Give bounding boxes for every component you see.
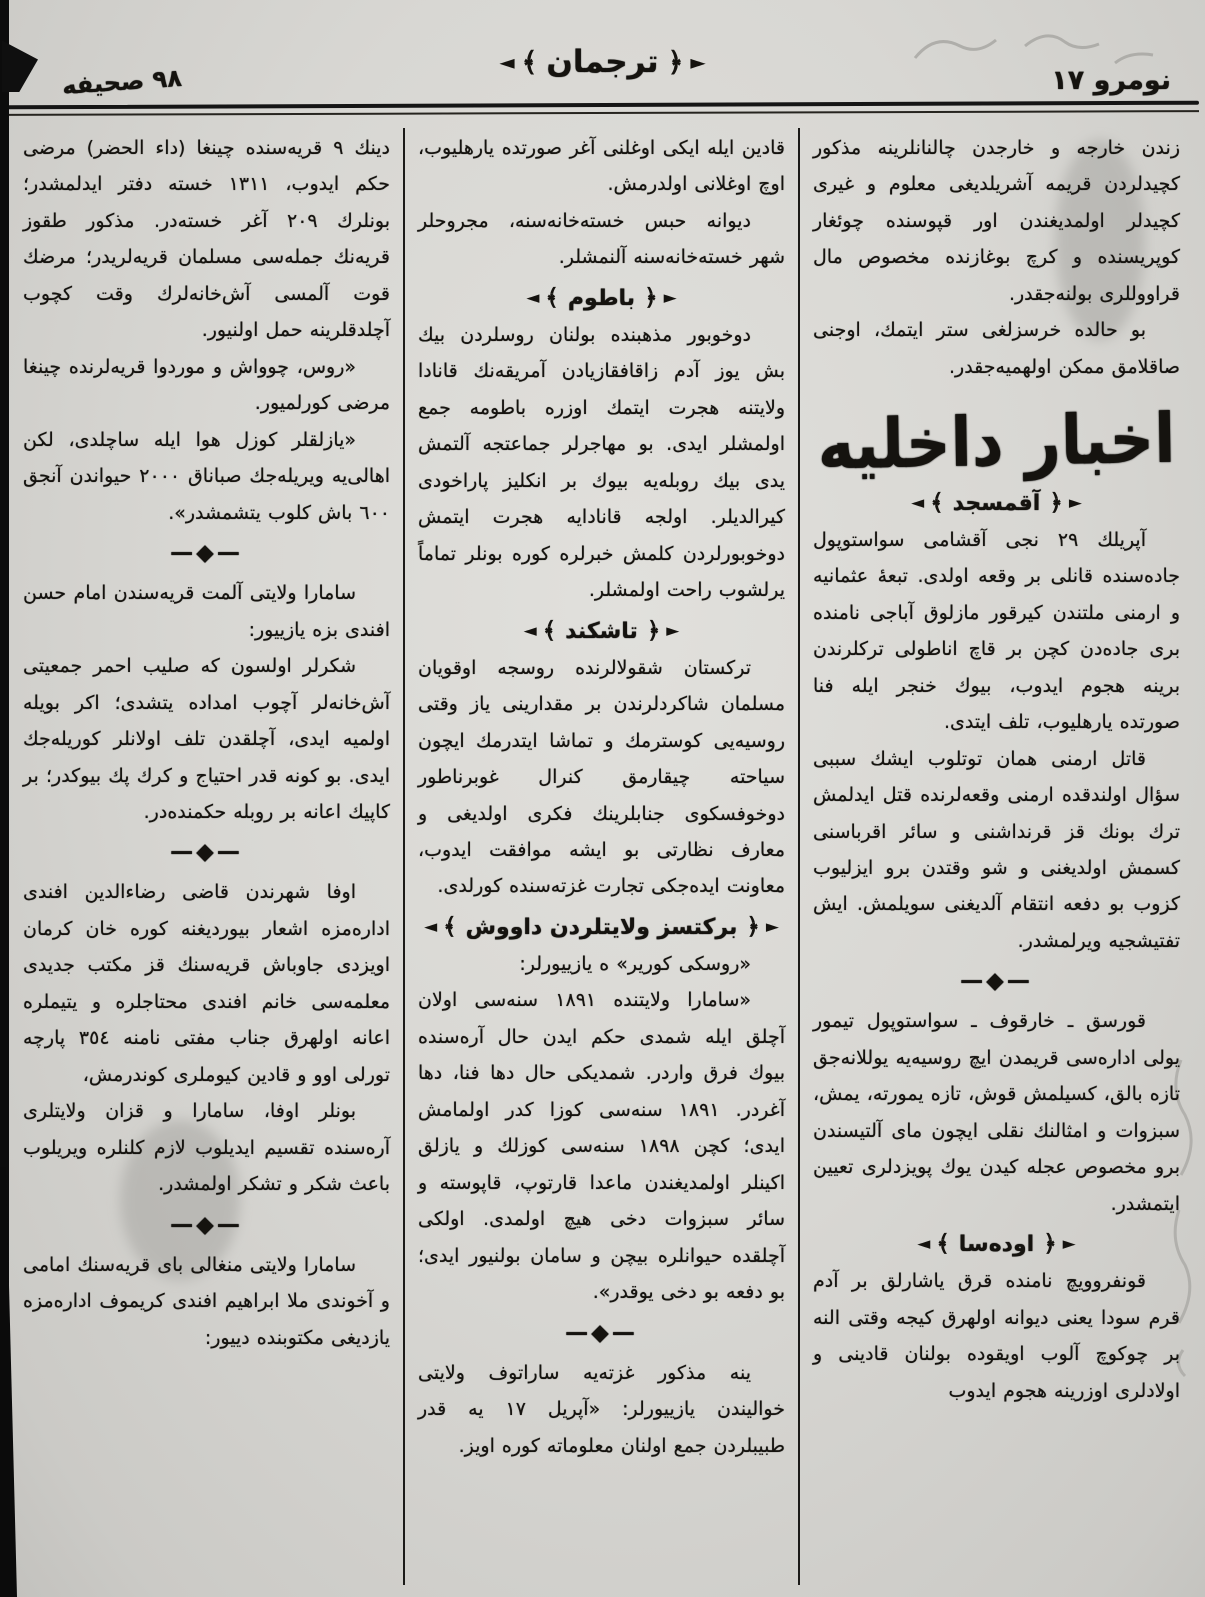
page-header [0,34,1205,101]
dateline-heading-title: باطوم [567,285,636,311]
article-paragraph: ينه مذكور غزته‌يه ساراتوف ولايتى خواليندن يازييورلر: «آپريل ١٧ يه قدر طبيبلردن جمع اولنان معلوماته كوره اويز. [418,1361,785,1457]
separator-ornament-icon: —◆— [170,839,243,866]
dateline-heading-title: تاشكند [565,618,638,644]
article-paragraph: ديوانه حبس خسته‌خانه‌سنه، مجروحلر شهر خسته‌خانه‌سنه آلنمشلر. [418,209,785,269]
separator-ornament-icon: —◆— [170,540,243,567]
article-paragraph: سامارا ولايتى آلمت قريه‌سندن امام حسن افندى بزه يازييور: [23,582,390,641]
heading-bracket-right-icon: ﴿ [1043,1231,1057,1258]
heading-arrow-left-icon: ◄ [526,287,540,308]
masthead-arrow-right-icon: ► [690,50,706,74]
article-paragraph: قورسق ـ خارقوف ـ سواستوپول تيمور يولى اداره‌سى قريمدن ايچ روسيه‌يه يوللانه‌جق تازه بالق، كسيلمش قوش، تازه يمورته، يمش، سبزوات و امثالنك نقلى ايچون ماى آلتيسندن برو مخصوص عجله كيدن يوك پويزدلرى تعيين ايتمشدر. [813,1010,1180,1215]
masthead-arrow-left-icon: ◄ [499,50,515,74]
article-paragraph: «سامارا ولايتنده ١٨٩١ سنه‌سى اولان آچلق ايله شمدى حكم ايدن حال آره‌سنده بيوك فرق واردر. شمديكى حال دها فنا، دها آغردر. ١٨٩١ سنه‌سى كوزا كدر اولمامش ايدى؛ كچن ١٨٩٨ سنه‌سى كوزلك و يازلق اكينلر اولمديغندن ماعدا قارتوپ، قاپوسته و سائر سبزوات دخى هيچ اولمدى. اولكى آچلقده حيوانلره بيچن و سامان بولنيور ايدى؛ بو دفعه بو دخى يوقدر». [418,989,785,1304]
major-section-heading: اخبار داخليه [816,398,1176,486]
article-paragraph: «يازلقلر كوزل هوا ايله ساچلدى، لكن اهالى‌يه ويريله‌جك صباناق ٢٠٠٠ حيواندن آنجق ٦٠٠ باش كلوب يتشمشدر». [23,428,390,524]
heading-bracket-left-icon: ﴾ [930,489,944,516]
masthead-title: ترجمان [546,44,659,80]
heading-bracket-right-icon: ﴿ [644,284,658,311]
page-number: ٩٨ صحيفه [61,63,183,101]
dateline-heading-title: بركتسز ولايتلردن داووش [465,914,738,940]
heading-bracket-right-icon: ﴿ [646,617,661,644]
heading-arrow-left-icon: ◄ [911,492,925,513]
article-paragraph: تركستان شقولالرنده روسجه اوقويان مسلمان شاكردلرندن بر مقدارينى ياز وقتى روسيه‌يى كوسترمك و تماشا ايتدرمك ايچون سياحته چيقارمق كنرال غوبرناطور دوخوفسكوى جنابلرينك فكرى اولديغى و معارف نظارتى بو ايشه موافقت ايدوب، معاونت ايده‌جكى تجارت غزته‌سنده كورلدى. [418,656,785,898]
separator-ornament-icon: —◆— [170,1211,243,1238]
heading-bracket-left-icon: ﴾ [542,617,557,644]
article-paragraph: سامارا ولايتى منغالى باى قريه‌سنك امامى و آخوندى ملا ابراهيم افندى كريموف اداره‌مزه يازديغى مكتوبنده دييور: [23,1253,390,1349]
heading-bracket-right-icon: ﴿ [746,913,760,940]
dateline-heading [418,286,785,311]
article-paragraph: بونلر اوفا، سامارا و قزان ولايتلرى آره‌سنده تقسيم ايديلوب لازم كلنلره ويريلوب باعث شكر و تشكر اولمشدر. [23,1100,390,1196]
heading-arrow-left-icon: ◄ [424,916,438,937]
article-paragraph: زندن خارجه و خارجدن چالنانلرينه مذكور كچيدلردن قريمه آشريلديغى معلوم و غيرى كچيدلر اولمديغندن اور قپوسنده چوئغار كوپريسنده و كرچ بوغازنده مخصوص مال قراووللرى بولنه‌جقدر. [813,137,1180,305]
article-paragraph: دينك ٩ قريه‌سنده چينغا (داء الحضر) مرضى حكم ايدوب، ١٣١١ خسته دفتر ايدلمشدر؛ بونلرك ٢٠٩ آغر خسته‌در. مذكور طقوز قريه‌نك جمله‌سى مسلمان قريه‌لريدر؛ مرضك قوت آلمسى آش‌خانه‌لرك وقت كچوب آچلدقلرينه حمل اولنيور. [23,137,390,342]
heading-arrow-right-icon: ► [663,287,677,308]
dateline-heading-title: اوده‌سا [958,1232,1035,1258]
article-paragraph: شكرلر اولسون كه صليب احمر جمعيتى آش‌خانه‌لر آچوب امداده يتشدى؛ اكر بويله اولميه ايدى، آچلقدن تلف اولانلر كوريله‌جك ايدى. بو كونه قدر احتياج و كرك پك بيوكدر؛ بر كاپيك اعانه بر روبله حكمنده‌در. [23,655,390,823]
heading-arrow-right-icon: ► [1062,1234,1076,1255]
columns-container [10,128,1193,1585]
column-right [800,128,1193,1585]
column-left [10,128,405,1585]
heading-arrow-right-icon: ► [765,916,779,937]
dateline-heading [418,915,785,940]
separator-ornament-icon: —◆— [960,968,1033,995]
article-paragraph: «روسكى كورير» ه يازييورلر: [519,952,751,975]
dateline-heading [813,491,1180,516]
dateline-heading-title: آقمسجد [952,490,1041,516]
issue-number: نومرو ١٧ [1051,65,1171,96]
article-paragraph: قونفروويچ نامنده قرق ياشارلق بر آدم قرم سودا يعنى ديوانه اولهرق كيجه وقتى النه بر چوكوچ آلوب اويقوده بولنان قادينى و اولادلرى اوزرينه هجوم ايدوب [813,1270,1180,1402]
article-paragraph: دوخوبور مذهبنده بولنان روسلردن بيك بش يوز آدم زاقافقازيادن آمريقه‌نك قانادا ولايتنه هجرت ايتمك اوزره باطومه جمع اولمشلر ايدى. بو مهاجرلر جماعتجه آلتمش يدى بيك روبله‌يه بيوك بر انكليز پاراخودى كيرالديلر. اولجه قانادايه هجرت ايتمش دوخوبورلردن كلمش خبرلره كوره بونلر تماماً يرلشوب راحت اولمشلر. [418,323,785,602]
heading-arrow-left-icon: ◄ [523,620,537,641]
article-paragraph: اوفا شهرندن قاضى رضاءالدين افندى اداره‌مزه اشعار بيورديغنه كوره خان كرمان اويزدى جاوباش قريه‌سنك قز مكتب جديدى معلمه‌سى خانم افندى محتاجلره و يتيملره اعانه اولهرق جناب مفتى نامنه ٣٥٤ پارچه تورلى اوو و قادين كيوملرى كوندرمش، [23,881,390,1086]
separator-ornament-icon: —◆— [565,1319,638,1346]
dateline-heading [813,1232,1180,1257]
column-middle [405,128,800,1585]
article-paragraph: قادين ايله ايكى اوغلنى آغر صورتده يارهليوب، اوچ اوغلانى اولدرمش. [418,137,785,196]
article-paragraph: «روس، چوواش و موردوا قريه‌لرنده چينغا مرضى كورلميور. [23,355,390,415]
article-paragraph: بو حالده خرسزلغى ستر ايتمك، اوجنى صاقلامق ممكن اولهميه‌جقدر. [813,319,1180,378]
heading-arrow-right-icon: ► [1068,492,1082,513]
heading-arrow-right-icon: ► [666,620,680,641]
masthead [499,44,706,80]
heading-bracket-left-icon: ﴾ [443,913,457,940]
heading-bracket-right-icon: ﴿ [1049,489,1063,516]
masthead-bracket-right-icon: ﴿ [667,46,684,78]
heading-arrow-left-icon: ◄ [917,1234,931,1255]
header-rule-thick [6,101,1199,110]
article-paragraph: آپريلك ٢٩ نجى آقشامى سواستوپول جاده‌سنده قانلى بر وقعه اولدى. تبعهٔ عثمانيه و ارمنى ملتندن كيرقور مازلوق آباجى نامنده برى جاده‌دن كچن بر قاچ اناطولى تركلرندن برينه هجوم ايدوب، بيوك خنجر ايله فنا صورتده يارهليوب، تلف ايتدى. [813,528,1180,734]
article-paragraph: قاتل ارمنى همان توتلوب ايشك سببى سؤال اولندقده ارمنى وقعه‌لرنده قتل ايدلمش ترك بونك قز قرنداشنى و سائر اقرباسنى كسمش اولديغنى و شو وقتدن برو ايزليوب كزوب بو دفعه انتقام آلديغنى سويلمش. ايش تفتيشجيه ويرلمشدر. [813,747,1180,952]
dateline-heading [418,619,785,644]
heading-bracket-left-icon: ﴾ [545,284,559,311]
masthead-bracket-left-icon: ﴾ [521,46,538,78]
header-rule-thin [6,110,1199,116]
heading-bracket-left-icon: ﴾ [936,1231,950,1258]
